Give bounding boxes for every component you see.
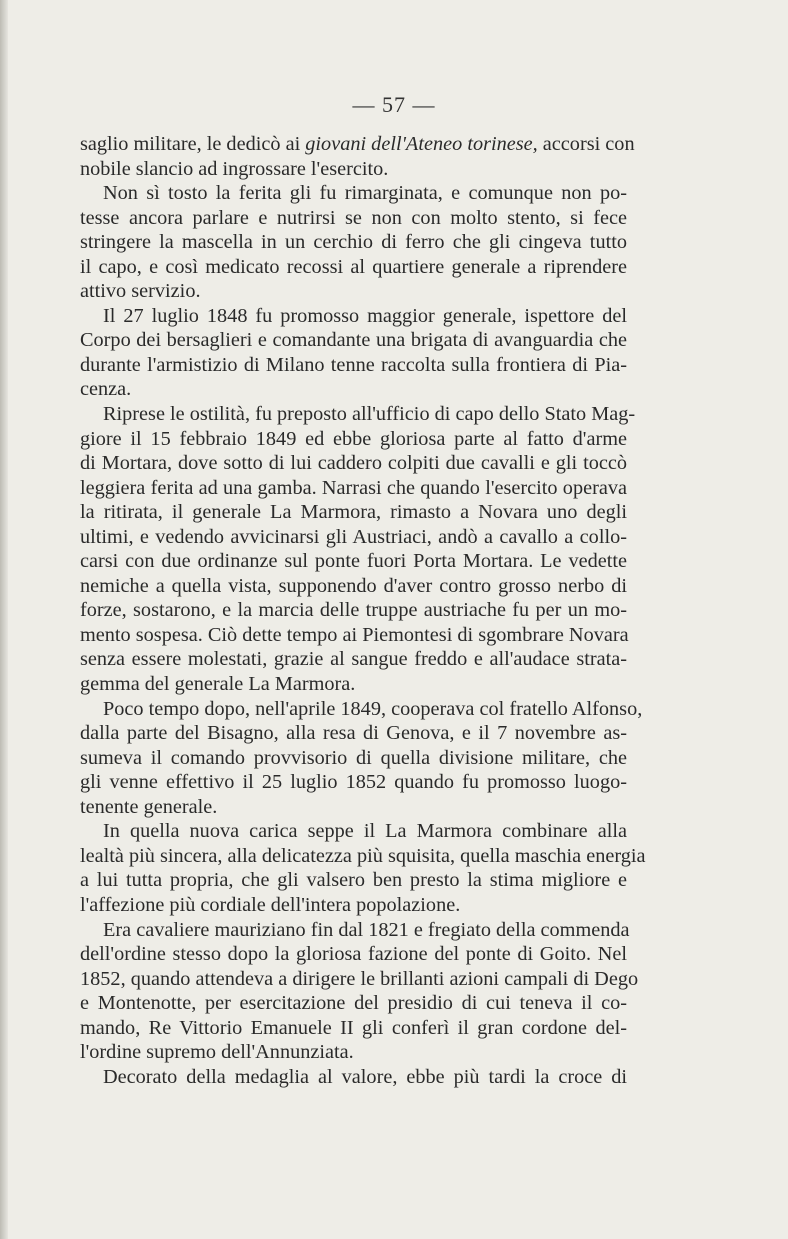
text-run: Il 27 luglio 1848 fu promosso maggior generale, ispettore del [103, 304, 627, 327]
text-run: saglio militare, le dedicò ai [80, 133, 306, 155]
text-line [80, 157, 627, 182]
text-line [80, 500, 627, 525]
text-run: carsi con due ordinanze sul ponte fuori Porta Mortara. Le vedette [80, 550, 627, 573]
text-run: il capo, e così medicato recossi al quartiere generale a riprendere [80, 255, 627, 278]
text-run: leggiera ferita ad una gamba. Narrasi che quando l'esercito operava [80, 476, 627, 499]
text-run: Era cavaliere mauriziano fin dal 1821 e fregiato della commenda [103, 918, 630, 941]
text-run: l'ordine supremo dell'Annunziata. [80, 1041, 354, 1064]
text-run: In quella nuova carica seppe il La Marmora combinare alla [103, 820, 627, 843]
text-run: Corpo dei bersaglieri e comandante una brigata di avanguardia che [80, 329, 627, 352]
text-line [80, 672, 627, 697]
text-run: forze, sostarono, e la marcia delle truppe austriache fu per un mo- [80, 599, 627, 622]
text-line [80, 476, 627, 501]
text-run: gemma del generale La Marmora. [80, 673, 356, 696]
text-line [80, 451, 627, 476]
text-run: senza essere molestati, grazie al sangue freddo e all'audace strata- [80, 648, 627, 671]
paragraph [80, 402, 636, 697]
text-run: l'affezione più cordiale dell'intera popolazione. [80, 893, 461, 916]
text-line [80, 377, 627, 402]
text-run: cenza. [80, 378, 132, 401]
body-text [80, 132, 646, 1089]
text-line [80, 328, 627, 353]
paragraph [80, 1065, 627, 1090]
paragraph [80, 697, 643, 820]
text-line [80, 991, 627, 1016]
text-line [80, 942, 627, 967]
text-run: tenente generale. [80, 795, 218, 818]
text-run: e Montenotte, per esercitazione del presidio di cui teneva il co- [80, 992, 627, 1015]
text-line [80, 770, 627, 795]
text-run: Decorato della medaglia al valore, ebbe più tardi la croce di [103, 1065, 627, 1088]
text-run: gli venne effettivo il 25 luglio 1852 quando fu promosso luogo- [80, 771, 627, 794]
text-run: accorsi con [537, 133, 635, 155]
text-run: sumeva il comando provvisorio di quella divisione militare, che [80, 746, 627, 769]
text-line [80, 893, 627, 918]
page-number: — 57 — [352, 92, 436, 117]
text-line [80, 206, 627, 231]
paragraph [80, 304, 627, 402]
paragraph [80, 819, 646, 917]
text-run: attivo servizio. [80, 280, 201, 303]
italic-text: giovani dell'Ateneo torinese, [305, 133, 538, 155]
text-run: mando, Re Vittorio Emanuele II gli conferì il gran cordone del- [80, 1016, 627, 1039]
text-line [80, 304, 627, 329]
paragraph [80, 181, 627, 304]
text-line [80, 1040, 627, 1065]
text-line [80, 427, 627, 452]
text-line [80, 525, 627, 550]
text-run: giore il 15 febbraio 1849 ed ebbe gloriosa parte al fatto d'arme [80, 427, 627, 450]
text-line [80, 647, 627, 672]
text-line [80, 255, 627, 280]
text-run: mento sospesa. Ciò dette tempo ai Piemontesi di sgombrare Novara [80, 623, 629, 646]
text-line [80, 697, 643, 722]
text-line [80, 1016, 627, 1041]
text-run: ultimi, e vedendo avvicinarsi gli Austriaci, andò a cavallo a collo- [80, 525, 627, 548]
text-run: di Mortara, dove sotto di lui caddero colpiti due cavalli e gli toccò [80, 452, 627, 475]
text-line [80, 353, 627, 378]
text-line [80, 181, 627, 206]
text-line [80, 795, 627, 820]
text-line [80, 574, 627, 599]
text-line [80, 132, 635, 157]
text-line [80, 623, 627, 648]
text-run: la ritirata, il generale La Marmora, rimasto a Novara uno degli [80, 501, 627, 524]
text-run: lealtà più sincera, alla delicatezza più squisita, quella maschia energia [80, 844, 646, 867]
text-run: nemiche a quella vista, supponendo d'aver contro grosso nerbo di [80, 574, 627, 597]
text-run: stringere la mascella in un cerchio di ferro che gli cingeva tutto [80, 231, 627, 254]
text-run: durante l'armistizio di Milano tenne raccolta sulla frontiera di Pia- [80, 353, 627, 376]
text-line [80, 721, 627, 746]
text-line [80, 746, 627, 771]
text-run: Riprese le ostilità, fu preposto all'ufficio di capo dello Stato Mag- [103, 403, 636, 426]
text-run: tesse ancora parlare e nutrirsi se non con molto stento, si fece [80, 206, 627, 229]
text-run: 1852, quando attendeva a dirigere le brillanti azioni campali di Dego [80, 967, 639, 990]
text-run: Non sì tosto la ferita gli fu rimarginata, e comunque non po- [103, 182, 627, 205]
text-line [80, 819, 627, 844]
text-line [80, 598, 627, 623]
text-run: nobile slancio ad ingrossare l'esercito. [80, 157, 389, 180]
text-run: dalla parte del Bisagno, alla resa di Genova, e il 7 novembre as- [80, 722, 627, 745]
page-edge-shadow [0, 0, 8, 1239]
text-run: a lui tutta propria, che gli valsero ben presto la stima migliore e [80, 869, 627, 892]
text-line [80, 279, 627, 304]
paragraph [80, 132, 635, 181]
text-line [80, 230, 627, 255]
text-line [80, 967, 639, 992]
text-run: dell'ordine stesso dopo la gloriosa fazione del ponte di Goito. Nel [80, 943, 627, 966]
text-line [80, 549, 627, 574]
text-line [80, 844, 646, 869]
text-line [80, 402, 636, 427]
text-line [80, 1065, 627, 1090]
paragraph [80, 918, 639, 1065]
text-run: Poco tempo dopo, nell'aprile 1849, cooperava col fratello Alfonso, [103, 697, 643, 720]
text-line [80, 868, 627, 893]
text-line [80, 918, 630, 943]
